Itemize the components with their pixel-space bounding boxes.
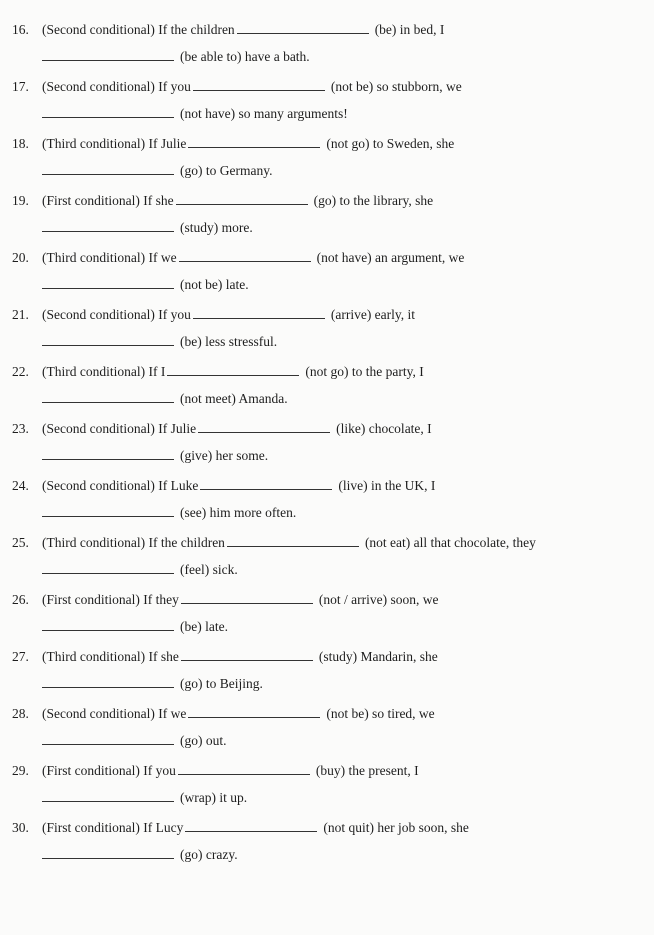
answer-blank[interactable] [198,422,330,433]
answer-blank[interactable] [237,23,369,34]
item-prefix: (Second conditional) If Luke [42,478,199,493]
item-second-clause: (see) him more often. [180,505,297,520]
item-second-clause: (go) out. [180,733,227,748]
item-line-1 [12,307,415,323]
exercise-item [0,407,654,463]
item-prefix: (First conditional) If she [42,193,174,208]
item-suffix: (not quit) her job soon, she [323,820,469,835]
item-line-1 [12,478,435,494]
item-line-1 [12,649,438,665]
item-number: 28. [12,706,29,721]
answer-blank[interactable] [42,107,174,118]
exercise-item [0,8,654,64]
item-line-1 [12,706,435,722]
exercise-item [0,179,654,235]
answer-blank[interactable] [42,563,174,574]
item-number: 25. [12,535,29,550]
item-line-2 [42,619,228,635]
item-line-1 [12,250,464,266]
item-suffix: (not go) to Sweden, she [326,136,455,151]
item-line-1 [12,193,433,209]
item-line-2 [42,277,249,293]
answer-blank[interactable] [42,278,174,289]
exercise-item [0,635,654,691]
answer-blank[interactable] [42,392,174,403]
item-prefix: (Third conditional) If she [42,649,179,664]
item-line-2 [42,562,238,578]
item-prefix: (Third conditional) If I [42,364,166,379]
item-line-2 [42,676,263,692]
answer-blank[interactable] [193,80,325,91]
item-number: 27. [12,649,29,664]
item-prefix: (First conditional) If Lucy [42,820,184,835]
exercise-item [0,749,654,805]
item-number: 24. [12,478,29,493]
item-number: 26. [12,592,29,607]
item-line-1 [12,592,438,608]
answer-blank[interactable] [42,449,174,460]
item-suffix: (live) in the UK, I [338,478,436,493]
item-prefix: (Third conditional) If the children [42,535,225,550]
answer-blank[interactable] [181,593,313,604]
item-prefix: (First conditional) If they [42,592,179,607]
item-line-2 [42,790,247,806]
answer-blank[interactable] [181,650,313,661]
item-second-clause: (not be) late. [180,277,249,292]
item-second-clause: (be) late. [180,619,228,634]
item-suffix: (arrive) early, it [330,307,416,322]
item-second-clause: (wrap) it up. [180,790,248,805]
answer-blank[interactable] [42,791,174,802]
answer-blank[interactable] [167,365,299,376]
item-second-clause: (not have) so many arguments! [180,106,348,121]
item-suffix: (not have) an argument, we [316,250,465,265]
item-suffix: (be) in bed, I [374,22,445,37]
answer-blank[interactable] [42,677,174,688]
item-line-2 [42,448,268,464]
item-line-2 [42,106,348,122]
answer-blank[interactable] [188,137,320,148]
item-line-1 [12,535,536,551]
answer-blank[interactable] [42,335,174,346]
item-number: 20. [12,250,29,265]
item-line-2 [42,847,238,863]
item-line-1 [12,364,424,380]
exercise-item [0,521,654,577]
item-suffix: (not be) so tired, we [326,706,435,721]
answer-blank[interactable] [179,251,311,262]
answer-blank[interactable] [188,707,320,718]
item-line-2 [42,49,310,65]
item-suffix: (like) chocolate, I [336,421,432,436]
answer-blank[interactable] [178,764,310,775]
item-suffix: (not eat) all that chocolate, they [364,535,536,550]
exercise-item [0,65,654,121]
answer-blank[interactable] [42,848,174,859]
exercise-item [0,692,654,748]
item-second-clause: (not meet) Amanda. [180,391,288,406]
item-line-1 [12,421,432,437]
item-second-clause: (be) less stressful. [180,334,278,349]
item-second-clause: (study) more. [180,220,253,235]
item-number: 17. [12,79,29,94]
item-second-clause: (give) her some. [180,448,269,463]
item-line-2 [42,505,296,521]
item-number: 30. [12,820,29,835]
item-number: 21. [12,307,29,322]
answer-blank[interactable] [42,620,174,631]
answer-blank[interactable] [42,221,174,232]
item-line-2 [42,733,227,749]
answer-blank[interactable] [42,50,174,61]
item-second-clause: (go) to Beijing. [180,676,263,691]
answer-blank[interactable] [42,506,174,517]
item-suffix: (not go) to the party, I [305,364,424,379]
answer-blank[interactable] [227,536,359,547]
item-number: 19. [12,193,29,208]
item-number: 18. [12,136,29,151]
answer-blank[interactable] [193,308,325,319]
item-line-2 [42,163,272,179]
exercise-item [0,578,654,634]
item-line-2 [42,334,277,350]
item-line-2 [42,220,253,236]
item-second-clause: (go) crazy. [180,847,238,862]
item-second-clause: (be able to) have a bath. [180,49,310,64]
item-line-1 [12,763,419,779]
item-prefix: (Third conditional) If Julie [42,136,187,151]
exercise-item [0,464,654,520]
exercise-item [0,236,654,292]
exercise-item [0,350,654,406]
item-number: 23. [12,421,29,436]
item-prefix: (Second conditional) If the children [42,22,235,37]
item-line-1 [12,79,462,95]
item-prefix: (First conditional) If you [42,763,176,778]
item-suffix: (study) Mandarin, she [318,649,438,664]
exercise-item [0,122,654,178]
answer-blank[interactable] [200,479,332,490]
item-prefix: (Second conditional) If Julie [42,421,197,436]
item-line-1 [12,22,444,38]
answer-blank[interactable] [176,194,308,205]
item-prefix: (Second conditional) If you [42,307,191,322]
answer-blank[interactable] [185,821,317,832]
answer-blank[interactable] [42,734,174,745]
item-number: 22. [12,364,29,379]
item-second-clause: (feel) sick. [180,562,238,577]
item-line-1 [12,820,469,836]
item-suffix: (go) to the library, she [313,193,434,208]
item-prefix: (Second conditional) If we [42,706,187,721]
item-suffix: (not be) so stubborn, we [330,79,462,94]
item-number: 29. [12,763,29,778]
exercise-item [0,806,654,862]
exercise-item [0,293,654,349]
item-number: 16. [12,22,29,37]
item-suffix: (not / arrive) soon, we [318,592,439,607]
item-line-2 [42,391,288,407]
item-prefix: (Third conditional) If we [42,250,177,265]
item-prefix: (Second conditional) If you [42,79,191,94]
answer-blank[interactable] [42,164,174,175]
item-line-1 [12,136,454,152]
item-second-clause: (go) to Germany. [180,163,273,178]
item-suffix: (buy) the present, I [315,763,419,778]
